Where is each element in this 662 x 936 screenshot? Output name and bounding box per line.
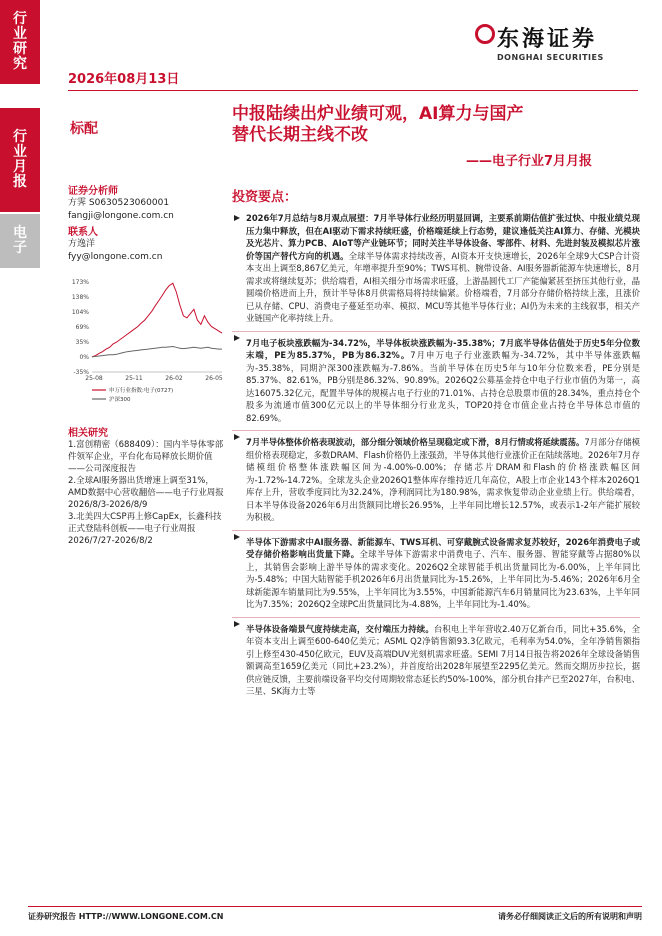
legend-label: 沪深300 xyxy=(109,397,131,403)
y-tick-label: 104% xyxy=(71,309,89,316)
logo-mark-icon xyxy=(475,24,495,44)
analyst-block: 证券分析师 方霁 S0630523060001 fangji@longone.com.cn 联系人 方逸洋 fyy@longone.com.cn xyxy=(68,186,174,262)
footer: 证券研究报告 HTTP://WWW.LONGONE.COM.CN 请务必仔细阅读正文后的所有说明和声明 xyxy=(28,906,642,922)
logo-text-en: DONGHAI SECURITIES xyxy=(497,53,604,62)
sidebar-char: 电 xyxy=(13,225,28,241)
key-points-title: 投资要点： xyxy=(232,190,298,205)
legend-label: 申万行业指数:电子(0727) xyxy=(109,388,174,394)
logo-text-cn: 东海证券 xyxy=(497,27,598,52)
sidebar-char: 业 xyxy=(13,144,28,160)
series-line xyxy=(92,347,222,357)
y-tick-label: 35% xyxy=(75,339,89,346)
related-item[interactable]: 3.北美四大CSP再上修CapEx，长鑫科技正式登陆科创板——电子行业周报2026/7/27-2026/8/2 xyxy=(68,512,222,546)
related-item[interactable]: 1.富创精密（688409）：国内半导体零部件领军企业，平台化布局释放长期价值——公司深度报告 xyxy=(68,440,224,474)
sidebar-char: 报 xyxy=(13,174,28,190)
y-tick-label: 138% xyxy=(71,294,89,301)
sidebar-char: 研 xyxy=(13,41,28,57)
key-point: 半导体设备端景气度持续走高，交付端压力持续。台积电上半年营收2.40万亿新台币，同比+35.6%，全年资本支出上调至600-640亿美元；ASML Q2净销售额93.3亿欧元，毛利率为54.0%，全年净销售额指引上修至430-450亿欧元，EUV及高端DUV光刻机需求旺盛。SEMI 7月14日报告将2026年全球设备销售额调高至1659亿美元（同比+23.2%），并首度给出2028年展望至2295亿美元。然而交期历步拉长，据供应链反馈，主要前端设备平均交付周期较常态延长约50%-100%，部分机台排产已至2027年，台积电、三星、SK海力士等 xyxy=(232,617,640,698)
y-tick-label: 0% xyxy=(79,354,89,361)
key-point: 7月半导体整体价格表现波动，部分细分领域价格呈现稳定或下滑，8月行情或将延续震荡。7月部分存储模组价格表现稳定，多数DRAM、Flash价格仍上涨强劲，半导体其他行业涨价正在陆续落地。2026年7月存储模组价格整体涨跌幅区间为-4.00%-0.00%；存储芯片DRAM和Flash的价格涨跌幅区间为-1.72%-14.72%。全球龙头企业2026Q1整体库存维持近几年高位，A股上市企业143个样本2026Q1库存上升，营收季度同比为32.24%，净利润同比为180.98%，需求恢复带动企业业绩上行。供给端看，日本半导体设备2026年6月出货额同比增长26.95%，上半年同比增长12.57%，或表示1-2年产能扩展较为积极。 xyxy=(232,430,640,524)
x-tick-label: 26-02 xyxy=(165,375,183,382)
y-tick-label: 69% xyxy=(75,324,89,331)
series-line xyxy=(92,283,222,357)
industry-rating: 标配 xyxy=(70,121,98,137)
sidebar-char: 行 xyxy=(13,129,28,145)
report-title: 中报陆续出炉业绩可观，AI算力与国产 替代长期主线不改 xyxy=(232,104,524,145)
key-point: 2026年7月总结与8月观点展望：7月半导体行业经历明显回调，主要系前期估值扩张过快、中报业绩兑现压力集中释放，但在AI驱动下需求持续旺盛，价格端延续上行态势，建议逢低关注AI算力、存储、光模块及光芯片、算力PCB、AIoT等产业链环节；同时关注半导体设备、零部件、材料、先进封装及模拟芯片涨价等国产替代方向的机遇。全球半导体需求持续改善，AI资本开支快速增长，2026年全球9大CSP合计资本支出上调至8,867亿美元，年增率提升至90%；TWS耳机、腕带设备、AI服务器新能源车快速增长，8月需求或将继续复苏；供给端看，AI相关细分市场需求旺盛，上游晶圆代工厂产能偏紧甚至挤压其他行业，晶圆端价格进而上升，预计半导体8月供需格局将持续偏紧。价格端看，7月部分存储价格持续上涨，且涨价已从存储、CPU、消费电子蔓延至功率、模拟、MCU等其他半导体行业；AI仍为未来的主线叙事，相关产业链国产化率持续上升。 xyxy=(232,212,640,325)
sidebar-char: 月 xyxy=(13,159,28,175)
key-point: 7月电子板块涨跌幅为-34.72%，半导体板块涨跌幅为-35.38%；7月底半导体估值处于历史5年分位数末端，PE为85.37%，PB为86.32%。7月申万电子行业涨跌幅为-34.72%，其中半导体涨跌幅为-35.38%，同期沪深300涨跌幅为-7.86%。当前半导体在历史5年与10年分位数来看，PE分别是85.37%、82.61%，PB分别是86.32%、90.89%。2026Q2公募基金持仓中电子行业市值仍为第一，高达16075.32亿元，配置半导体的规模占电子行业的71.01%、占持仓总股票市值的28.34%，重点持仓个股多为流通市值300亿元以上的半导体细分行业龙头，TOP20持仓市值企业占持仓半导体总市值的82.69%。 xyxy=(232,331,640,425)
brand-logo xyxy=(497,22,604,62)
sidebar-char: 业 xyxy=(13,26,28,42)
key-point: 半导体下游需求中AI服务器、新能源车、TWS耳机、可穿戴腕式设备需求复苏较好，2026年消费电子或受存储价格影响出货量下降。全球半导体下游需求中消费电子、汽车、服务器、智能穿戴等占据80%以上，其销售会影响上游半导体的需求变化。2026Q2全球智能手机出货量同比为-6.00%，上半年同比为-5.48%；中国大陆智能手机2026年6月出货量同比为-15.26%，上半年同比为-5.46%；2026年6月全球新能源车销量同比为9.55%，上半年同比为3.55%，中国新能源汽车6月销量同比为23.63%，上半年同比为7.35%；2026Q2全球PC出货量同比为-4.88%，上半年同比为-1.40%。 xyxy=(232,530,640,611)
key-points-list xyxy=(232,212,640,704)
sidebar-tag-monthly-report xyxy=(0,108,40,212)
sidebar-tag-electronics xyxy=(0,214,40,268)
sidebar-char: 子 xyxy=(13,240,28,256)
y-tick-label: 173% xyxy=(71,279,89,286)
header-divider xyxy=(68,90,638,91)
report-date: 2026年08月13日 xyxy=(68,72,180,87)
x-tick-label: 25-08 xyxy=(85,375,103,382)
x-tick-label: 25-11 xyxy=(125,375,143,382)
report-subtitle: ——电子行业7月月报 xyxy=(466,154,593,169)
y-tick-label: -35% xyxy=(73,369,89,376)
sidebar-char: 究 xyxy=(13,56,28,72)
x-tick-label: 26-05 xyxy=(205,375,223,382)
sidebar-tag-industry-research xyxy=(0,0,40,84)
index-trend-chart xyxy=(68,272,228,412)
sidebar-char: 行 xyxy=(13,11,28,27)
related-research: 相关研究 1.富创精密（688409）：国内半导体零部件领军企业，平台化布局释放长期价值——公司深度报告 2.全球AI服务器出货增速上调至31%，AMD数据中心营收翻倍——电子行业周报2026/8/3-2026/8/9 3.北美四大CSP再上修CapEx，长鑫科技正式登陆科创板——电子行业周报2026/7/27-2026/8/2 xyxy=(68,424,226,547)
related-item[interactable]: 2.全球AI服务器出货增速上调至31%，AMD数据中心营收翻倍——电子行业周报2026/8/3-2026/8/9 xyxy=(68,476,224,510)
